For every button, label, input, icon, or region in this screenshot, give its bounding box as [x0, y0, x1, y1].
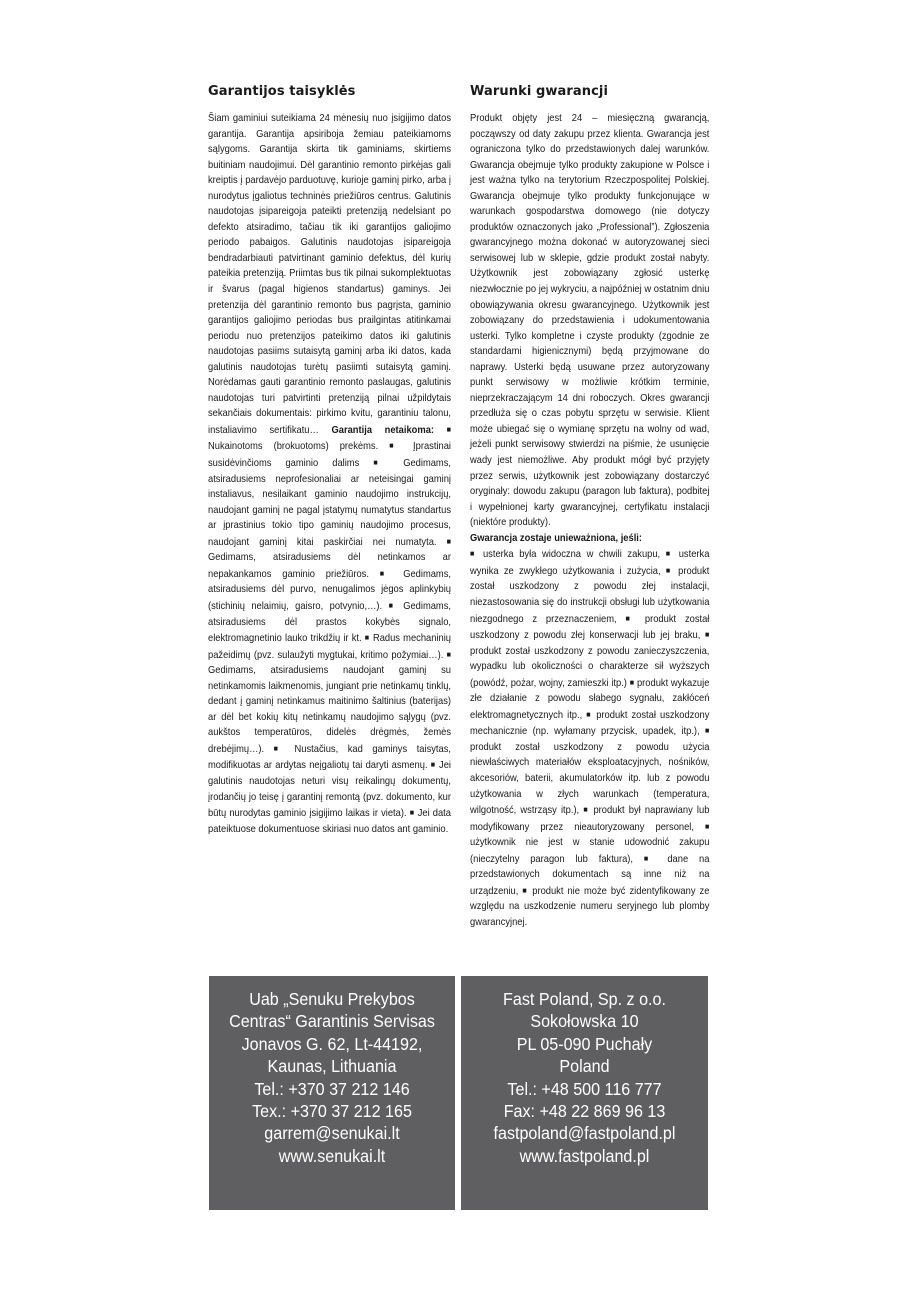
black-square-icon: ■	[522, 885, 529, 895]
lithuanian-warranty-paragraph: Šiam gaminiui suteikiama 24 mėnesių nuo įsigijimo datos garantija. Garantija apsiriboja žemiau pateikiamoms sąlygoms. Garantija skirta tik gaminiams, skirtiems buitiniam naudojimui. Dėl garantinio remonto pirkėjas gali kreiptis į pardavėjo parduotuvę, kurioje gaminį pirko, arba į nurodytus įgaliotus techninės priežiūros centrus. Galutinis naudotojas įsipareigoja pateikti pretenziją nedelsiant po defekto atsiradimo, tačiau tik iki garantijos galiojimo periodo pabaigos. Galutinis naudotojas įsipareigoja bendradarbiauti patvirtinant gaminio defektus, dėl kurių pateikia pretenziją. Priimtas bus tik pilnai sukomplektuotas ir švarus (pagal higienos standartus) gaminys. Jei pretenzija dėl garantinio remonto bus pagrįsta, gaminio garantijos galiojimo periodas bus prailgintas atitinkamai periodu nuo pretenzijos pateikimo datos iki galutinis naudotojas pasiims sutaisytą gaminį arba iki datos, kada galutinis naudotojas turėtų pasiimti sutaisytą gaminį. Norėdamas gauti garantinio remonto paslaugas, galutinis naudotojas turi patvirtinti pretenziją pilnai užpildytais sekančiais dokumentais: pirkimo kvitu, garantiniu talonu, instaliavimo sertifikatu…	[208, 113, 451, 436]
polish-void-item: produkt został uszkodzony z powodu złej konserwacji lub jej braku,	[470, 613, 710, 642]
lithuanian-void-item: Gedimams, atsiradusiems neprofesionaliai ar neteisingai gaminį instaliavus, nesilaikant gaminio naudojimo instrukcijų, naudojant gaminį ne pagal įstatymų numatytus standartus ar įprastinius tokio tipo gaminių naudojimo procesus, naudojant gaminį kitai paskirčiai nei numatyta.	[208, 458, 451, 548]
lithuanian-void-item: Įprastinai susidėvinčioms gaminio dalims	[208, 441, 451, 470]
black-square-icon: ■	[364, 633, 370, 643]
contact-website: www.fastpoland.pl	[519, 1145, 650, 1166]
black-square-icon: ■	[373, 458, 390, 468]
black-square-icon: ■	[446, 649, 451, 659]
contact-company-line: Fast Poland, Sp. z o.o.	[503, 989, 666, 1009]
lithuanian-void-item: Radus mechaninių pažeidimų (pvz. sulaužyti mygtukai, kritimo požymiai…).	[208, 633, 451, 661]
lithuanian-warranty-section	[208, 84, 451, 837]
black-square-icon: ■	[389, 441, 403, 451]
lithuanian-warranty-text	[208, 111, 451, 837]
black-square-icon: ■	[625, 613, 637, 623]
polish-void-item: usterka była widoczna w chwili zakupu,	[482, 549, 661, 561]
polish-warranty-title: Warunki gwarancji	[470, 84, 609, 99]
polish-void-item: produkt nie może być zidentyfikowany ze względu na uszkodzenie numeru seryjnego lub plomby gwarancyjnej.	[470, 885, 710, 928]
polish-void-item: produkt wykazuje złe działanie z powodu słabego sygnału, zakłóceń elektromagnetycznych itp.,	[470, 677, 710, 721]
polish-void-heading: Gwarancja zostaje unieważniona, jeśli:	[470, 532, 643, 544]
black-square-icon: ■	[665, 549, 674, 559]
black-square-icon: ■	[643, 853, 657, 863]
contact-phone: Tel.: +48 500 116 777	[507, 1078, 662, 1099]
lithuanian-void-item: Jei data pateiktuose dokumentuose skiriasi nuo datos ant gaminio.	[208, 808, 451, 835]
lithuanian-void-item: Gedimams, atsiradusiems dėl netinkamos ar nepakankamos gaminio priežiūros.	[208, 552, 451, 580]
black-square-icon: ■	[705, 821, 710, 831]
contact-city-line: PL 05-090 Puchały	[516, 1033, 653, 1054]
black-square-icon: ■	[388, 600, 397, 610]
lithuanian-void-item: Jei galutinis naudotojas neturi visų reikalingų dokumentų, įrodančių jo teisę į garantinį remontą (pvz. dokumento, kur būtų nurodytas gaminio įsigijimo laikas ir vieta).	[208, 760, 452, 820]
lithuanian-void-item: Nukainotoms (brokuotoms) prekėms.	[208, 441, 379, 453]
contact-email: garrem@senukai.lt	[264, 1123, 400, 1144]
black-square-icon: ■	[273, 743, 285, 753]
lithuanian-void-item: Gedimams, atsiradusiems dėl purvo, nenugalimos jėgos aplinkybių (stichinių nelaimių, gaisro, potvynio,…).	[208, 568, 451, 612]
polish-warranty-paragraph: Produkt objęty jest 24 – miesięczną gwarancją, począwszy od daty zakupu przez klienta. Gwarancja jest ograniczona tylko do przedstawionych dalej warunków. Gwarancja obejmuje tylko produkty zakupione w Polsce i jest ważna tylko na terytorium Rzeczpospolitej Polskiej. Gwarancja obejmuje tylko produkty funkcjonujące w warunkach gospodarstwa domowego (nie dotyczy produktów oznaczonych jako „Professional”). Zgłoszenia gwarancyjnego można dokonać w autoryzowanej sieci serwisowej lub w sklepie, gdzie produkt został nabyty. Użytkownik jest zobowiązany zgłosić usterkę niezwłocznie po jej wykryciu, a najpóźniej w ostatnim dniu obowiązywania okresu gwarancyjnego. Użytkownik jest zobowiązany do przedstawienia i udokumentowania usterki. Tylko kompletne i czyste produkty (zgodnie ze standardami higienicznymi) będą przyjmowane do naprawy. Usterki będą usuwane przez autoryzowany punkt serwisowy w możliwie krótkim terminie, nieprzekraczającym 14 dni roboczych. Okres gwarancji przedłuża się o czas pobytu sprzętu w serwisie. Klient może ubiegać się o wymianę sprzętu na wolny od wad, jeżeli punkt serwisowy stwierdzi na piśmie, że usunięcie wady jest niemożliwe. Aby produkt mógł być przyjęty przez serwis, użytkownik jest zobowiązany dostarczyć oryginały: dowodu zakupu (paragon lub faktura), podbitej i wypełnionej karty gwarancyjnej, certyfikatu instalacji (niektóre produkty).	[470, 113, 710, 529]
contact-phone: Tel.: +370 37 212 146	[254, 1078, 410, 1099]
polish-void-item: usterka wynika ze zwykłego użytkowania i zużycia,	[470, 549, 710, 577]
polish-void-item: produkt został uszkodzony z powodu użycia niewłaściwych materiałów eksploatacyjnych, nośników, akcesoriów, baterii, akumulatorków itp. lub z powodu użytkowania w złych warunkach (temperatura, wilgotność, wstrząsy itp.),	[470, 741, 710, 817]
polish-void-item: dane na przedstawionych dokumentach są inne niż na urządzeniu,	[470, 853, 710, 897]
contact-country-line: Poland	[559, 1056, 610, 1077]
polish-void-item: produkt został uszkodzony z powodu zanieczyszczenia, wypadku lub okoliczności o charakterze sił wyższych (powódź, pożar, wojny, zamieszki itp.)	[470, 645, 710, 689]
polish-void-item: produkt został uszkodzony mechanicznie (np. wyłamany przycisk, upadek, itp.),	[470, 709, 710, 738]
lithuanian-void-heading: Garantija netaikoma:	[331, 424, 435, 436]
lithuanian-void-item: Nustačius, kad gaminys taisytas, modifikuotas ar ardytas neįgaliotų tai daryti asmenų.	[208, 743, 451, 772]
lithuanian-void-item: Gedimams, atsiradusiems dėl prastos kokybės signalo, elektromagnetinio lauko trikdžių ir kt.	[208, 600, 451, 645]
polish-void-item: produkt został uszkodzony z powodu złej instalacji, niezastosowania się do instrukcji obsługi lub użytkowania niezgodnego z przeznaczeniem,	[470, 565, 710, 625]
poland-service-contact-box	[461, 976, 708, 1210]
polish-void-item: produkt był naprawiany lub modyfikowany przez nieautoryzowany personel,	[470, 805, 710, 833]
black-square-icon: ■	[446, 424, 451, 434]
lithuanian-warranty-title: Garantijos taisyklės	[208, 84, 356, 99]
black-square-icon: ■	[430, 760, 436, 770]
black-square-icon: ■	[583, 805, 590, 815]
contact-company-line: Uab „Senuku Prekybos	[249, 989, 415, 1009]
contact-website: www.senukai.lt	[278, 1145, 386, 1166]
polish-void-item: użytkownik nie jest w stanie udowodnić zakupu (nieczytelny paragon lub faktura),	[470, 837, 710, 865]
black-square-icon: ■	[705, 630, 710, 640]
black-square-icon: ■	[409, 808, 415, 818]
black-square-icon: ■	[629, 677, 635, 687]
contact-fax: Fax: +48 22 869 96 13	[503, 1101, 666, 1122]
polish-warranty-text	[470, 111, 709, 930]
black-square-icon: ■	[586, 709, 593, 719]
black-square-icon: ■	[446, 536, 452, 546]
contact-phone-2: Tex.: +370 37 212 165	[252, 1101, 412, 1122]
contact-address-line: Jonavos G. 62, Lt-44192,	[241, 1033, 423, 1054]
black-square-icon: ■	[665, 565, 673, 575]
contact-city-line: Kaunas, Lithuania	[267, 1056, 397, 1077]
lithuanian-void-item: Gedimams, atsiradusiems naudojant gaminį su netinkamomis laikmenomis, jungiant prie netinkamų tinklų, dedant į gaminį netinkamus maitinimo šaltinius (baterijas) ar dėl bet kokių kitų netinkamų naudojimo sąlygų (pvz. aukštos temperatūros, didelės drėgmės, žemės drebėjimų…).	[208, 665, 451, 755]
black-square-icon: ■	[470, 549, 478, 559]
lithuania-service-contact-box	[209, 976, 455, 1210]
contact-email: fastpoland@fastpoland.pl	[493, 1123, 676, 1144]
black-square-icon: ■	[705, 726, 710, 736]
contact-company-line: Centras“ Garantinis Servisas	[229, 1011, 435, 1032]
contact-address-line: Sokołowska 10	[530, 1011, 639, 1032]
black-square-icon: ■	[379, 568, 393, 578]
polish-warranty-section	[470, 84, 710, 930]
